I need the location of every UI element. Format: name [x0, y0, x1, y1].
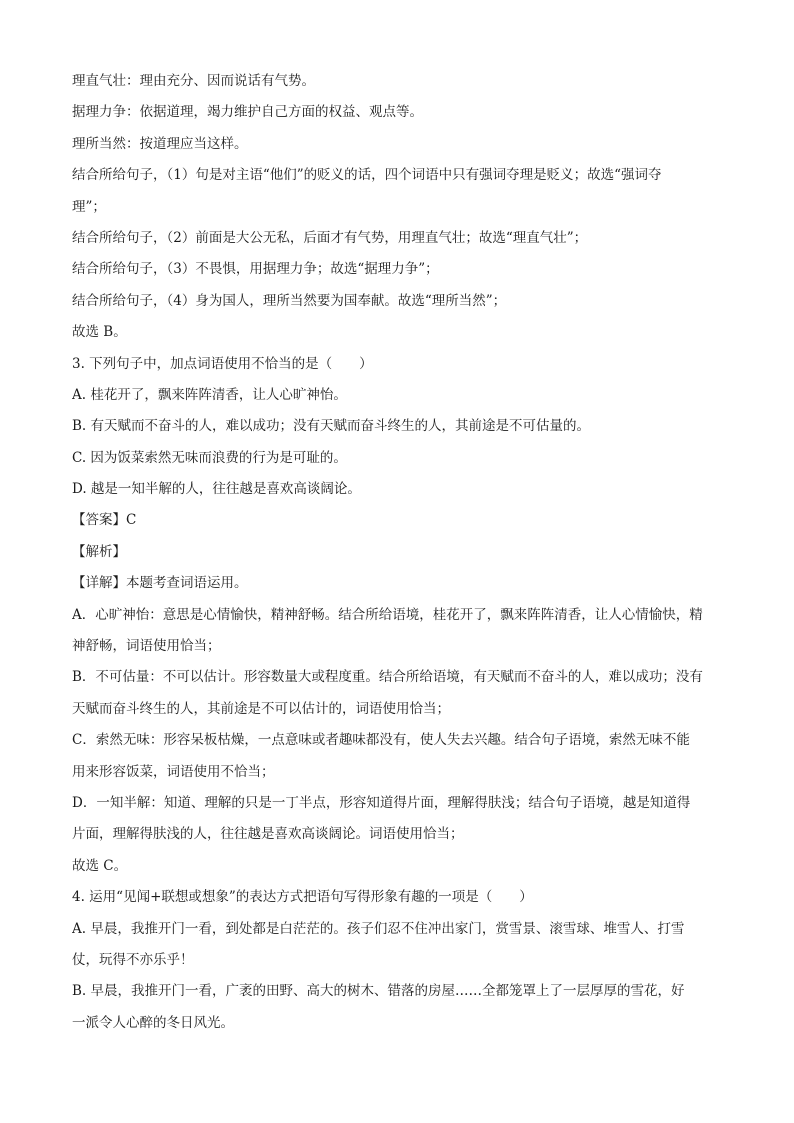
- text-line: 结合所给句子，（4）身为国人，理所当然要为国奉献。故选“理所当然”；: [72, 292, 507, 309]
- text-line: 结合所给句子，（3）不畏惧，用据理力争；故选“据理力争”；: [72, 261, 439, 278]
- question-4-option-b: B. 早晨，我推开门一看，广袤的田野、高大的树木、错落的房屋……全都笼罩上了一层厚厚的雪花，好: [72, 983, 685, 1000]
- text-line: C．索然无味：形容呆板枯燥，一点意味或者趣味都没有，使人失去兴趣。结合句子语境，索然无味不能: [72, 732, 690, 749]
- text-line: 片面，理解得肤浅的人，往往越是喜欢高谈阔论。词语使用恰当；: [72, 826, 464, 843]
- detail-intro: 【详解】本题考查词语运用。: [72, 575, 248, 592]
- text-line: 理所当然：按道理应当这样。: [72, 135, 248, 152]
- question-4-option-b-cont: 一派令人心醉的冬日风光。: [72, 1014, 234, 1031]
- question-4-stem: 4. 运用“见闻+联想或想象”的表达方式把语句写得形象有趣的一项是（ ）: [72, 889, 533, 906]
- question-3-stem: 3. 下列句子中，加点词语使用不恰当的是（ ）: [72, 355, 373, 372]
- text-line: 结合所给句子，（1）句是对主语“他们”的贬义的话，四个词语中只有强词夺理是贬义；故选“强词夺: [72, 167, 662, 184]
- text-line: 天赋而奋斗终生的人，其前途是不可以估计的，词语使用恰当；: [72, 700, 450, 717]
- question-4-option-a: A. 早晨，我推开门一看，到处都是白茫茫的。孩子们忍不住冲出家门，赏雪景、滚雪球、堆雪人、打雪: [72, 920, 685, 937]
- text-line: 神舒畅，词语使用恰当；: [72, 638, 221, 655]
- text-line: A．心旷神怡：意思是心情愉快，精神舒畅。结合所给语境，桂花开了，飘来阵阵清香，让人心情愉快，精: [72, 606, 703, 623]
- analysis-label: 【解析】: [72, 543, 126, 560]
- text-line: B．不可估量：不可以估计。形容数量大或程度重。结合所给语境，有天赋而不奋斗的人，难以成功；没有: [72, 669, 703, 686]
- page-content: [72, 66, 728, 1039]
- question-4-option-a-cont: 仗，玩得不亦乐乎！: [72, 951, 194, 968]
- text-line: 据理力争：依据道理，竭力维护自己方面的权益、观点等。: [72, 104, 423, 121]
- text-line: 理直气壮：理由充分、因而说话有气势。: [72, 73, 315, 89]
- text-line: 故选 B。: [72, 324, 127, 341]
- text-line: 用来形容饭菜，词语使用不恰当；: [72, 763, 275, 780]
- answer-label: 【答案】C: [72, 512, 137, 529]
- question-3-option-c: C. 因为饭菜索然无味而浪费的行为是可耻的。: [72, 449, 347, 466]
- text-line: 理”；: [72, 198, 106, 215]
- text-line: D．一知半解：知道、理解的只是一丁半点，形容知道得片面，理解得肤浅；结合句子语境，越是知道得: [72, 794, 691, 811]
- text-line: 故选 C。: [72, 857, 128, 874]
- question-3-option-d: D. 越是一知半解的人，往往越是喜欢高谈阔论。: [72, 481, 361, 498]
- question-3-option-a: A. 桂花开了，飘来阵阵清香，让人心旷神怡。: [72, 386, 347, 403]
- text-line: 结合所给句子，（2）前面是大公无私，后面才有气势，用理直气壮；故选“理直气壮”；: [72, 229, 588, 246]
- question-3-option-b: B. 有天赋而不奋斗的人，难以成功；没有天赋而奋斗终生的人，其前途是不可估量的。: [72, 418, 591, 435]
